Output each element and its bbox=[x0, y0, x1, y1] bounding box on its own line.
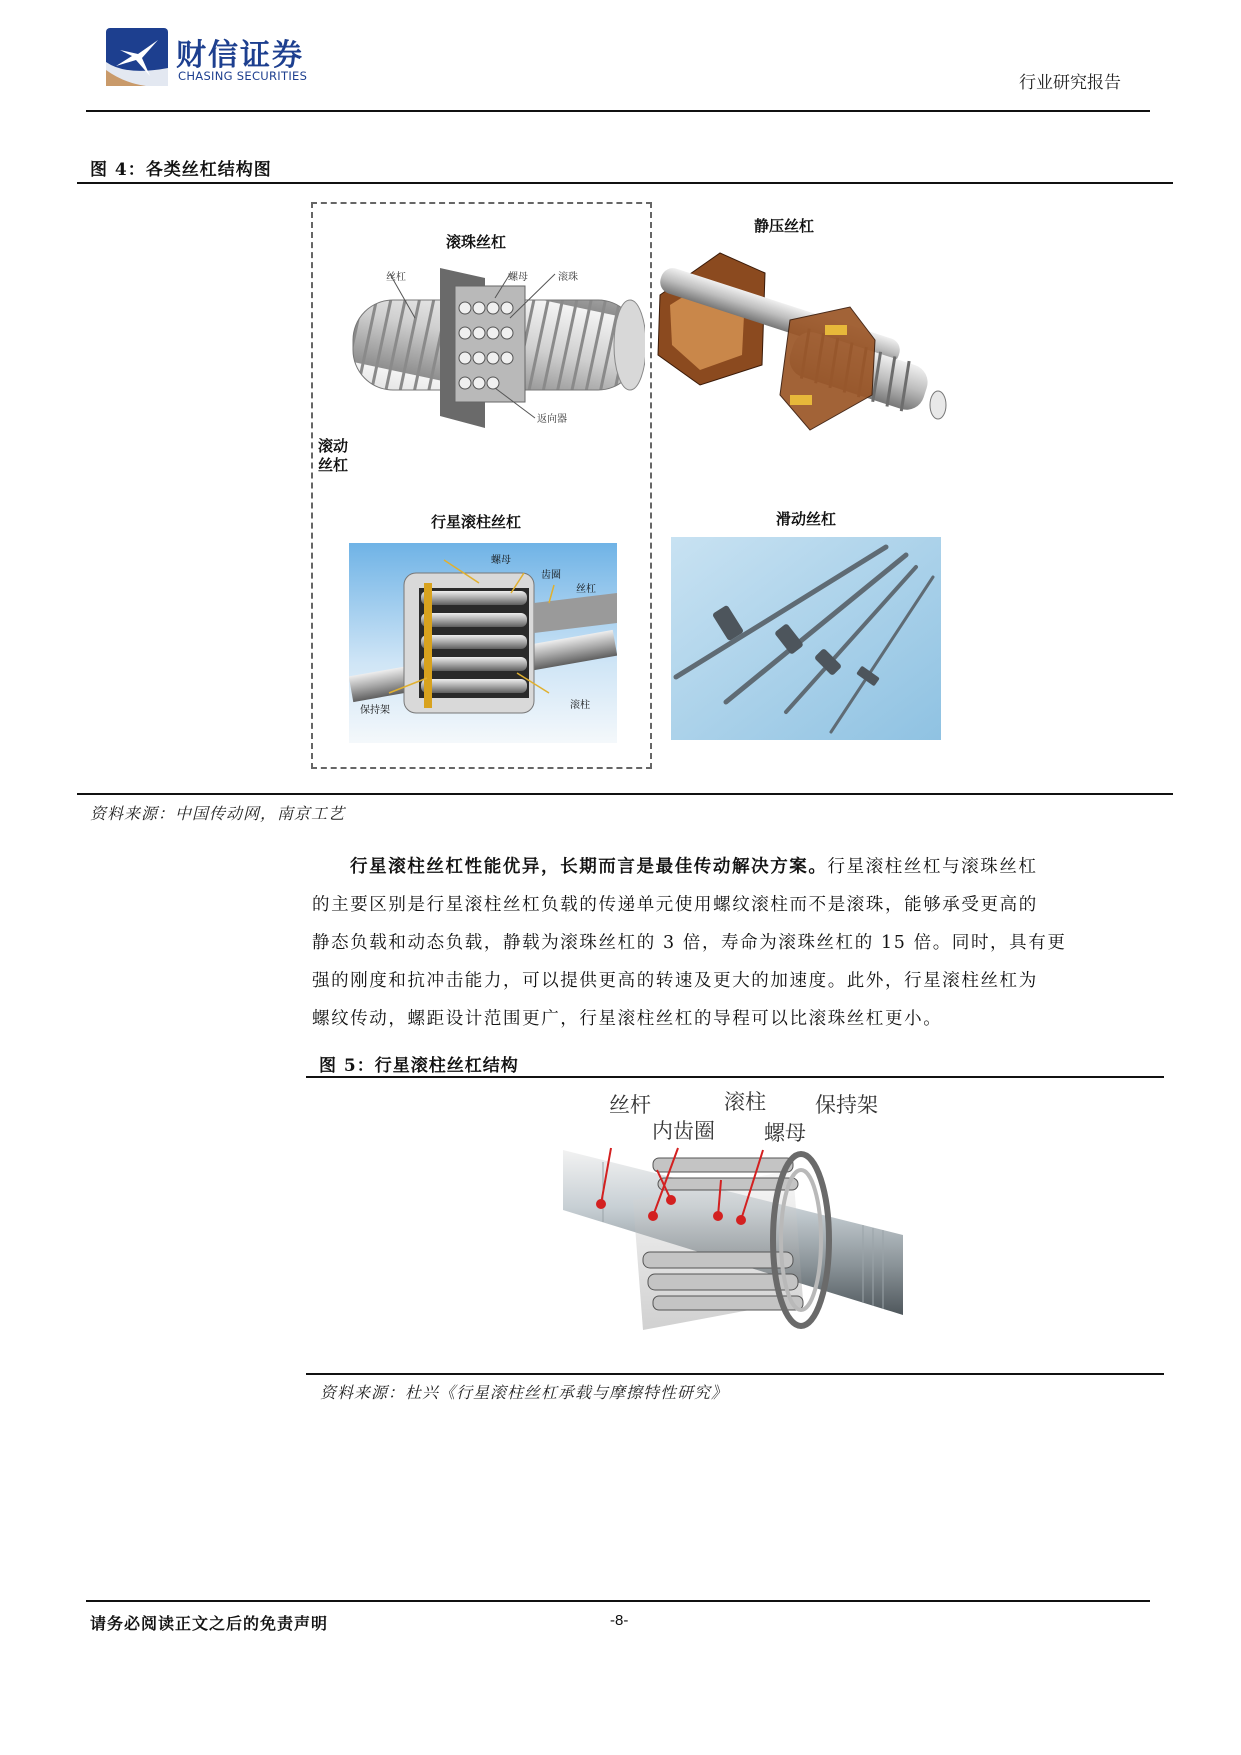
ball-screw-label-screw: 丝杠 bbox=[386, 272, 406, 283]
ball-screw-label-return: 返向器 bbox=[537, 414, 567, 425]
figure5-label-nut: 螺母 bbox=[764, 1121, 806, 1145]
figure5-source: 资料来源：杜兴《行星滚柱丝杠承载与摩擦特性研究》 bbox=[320, 1383, 729, 1402]
figure5-title: 图 5：行星滚柱丝杠结构 bbox=[319, 1056, 519, 1076]
paragraph-lead: 行星滚柱丝杠性能优异，长期而言是最佳传动解决方案。 bbox=[350, 857, 828, 877]
figure4-bottom-rule bbox=[77, 793, 1173, 795]
sliding-screw-illustration bbox=[671, 537, 941, 740]
hydrostatic-screw-title: 静压丝杠 bbox=[754, 217, 815, 235]
brand-name-en: CHASING SECURITIES bbox=[178, 69, 308, 83]
paragraph-line-5: 螺纹传动，螺距设计范围更广，行星滚柱丝杠的导程可以比滚珠丝杠更小。 bbox=[312, 1009, 943, 1029]
header-divider bbox=[86, 110, 1150, 112]
paragraph-line-3: 静态负载和动态负载，静载为滚珠丝杠的 3 倍，寿命为滚珠丝杠的 15 倍。同时，具有更 bbox=[312, 933, 1067, 953]
planetary-roller-screw-title: 行星滚柱丝杠 bbox=[431, 513, 522, 531]
ball-screw-illustration bbox=[345, 258, 645, 433]
figure5-label-screw: 丝杆 bbox=[609, 1093, 651, 1117]
figure5-label-ring-gear: 内齿圈 bbox=[652, 1119, 715, 1143]
sliding-screw-title: 滑动丝杠 bbox=[776, 510, 837, 528]
planetary-label-cage: 保持架 bbox=[360, 705, 390, 716]
hydrostatic-screw-illustration bbox=[650, 245, 950, 445]
footer-divider bbox=[86, 1600, 1150, 1602]
paragraph-line-1: 行星滚柱丝杠与滚珠丝杠 bbox=[827, 857, 1038, 877]
planetary-label-roller: 滚柱 bbox=[570, 700, 590, 711]
figure4-top-rule bbox=[77, 182, 1173, 184]
figure4-title: 图 4：各类丝杠结构图 bbox=[90, 160, 272, 180]
ball-screw-label-ball: 滚珠 bbox=[558, 272, 578, 283]
planetary-label-ring-gear: 齿圈 bbox=[541, 570, 561, 581]
company-logo bbox=[106, 28, 168, 86]
body-paragraph bbox=[312, 848, 1152, 1038]
page-number: -8- bbox=[610, 1612, 629, 1629]
figure5-label-cage: 保持架 bbox=[815, 1093, 878, 1117]
ball-screw-title: 滚珠丝杠 bbox=[446, 233, 507, 251]
ball-screw-label-nut: 螺母 bbox=[508, 272, 528, 283]
rolling-screw-group-label: 滚动 丝杠 bbox=[318, 437, 349, 474]
report-type-label: 行业研究报告 bbox=[1019, 73, 1121, 93]
figure5-top-rule bbox=[306, 1076, 1164, 1078]
planetary-label-nut: 螺母 bbox=[491, 555, 511, 566]
figure5-label-roller: 滚柱 bbox=[724, 1090, 766, 1114]
paragraph-line-4: 强的刚度和抗冲击能力，可以提供更高的转速及更大的加速度。此外，行星滚柱丝杠为 bbox=[312, 971, 1038, 991]
footer-disclaimer: 请务必阅读正文之后的免责声明 bbox=[90, 1614, 329, 1633]
figure5-bottom-rule bbox=[306, 1373, 1164, 1375]
brand-name-cn: 财信证券 bbox=[176, 38, 304, 73]
figure4-source: 资料来源：中国传动网，南京工艺 bbox=[90, 804, 346, 823]
planetary-label-screw: 丝杠 bbox=[576, 584, 596, 595]
paragraph-line-2: 的主要区别是行星滚柱丝杠负载的传递单元使用螺纹滚柱而不是滚珠，能够承受更高的 bbox=[312, 895, 1038, 915]
figure5-illustration bbox=[563, 1140, 903, 1350]
